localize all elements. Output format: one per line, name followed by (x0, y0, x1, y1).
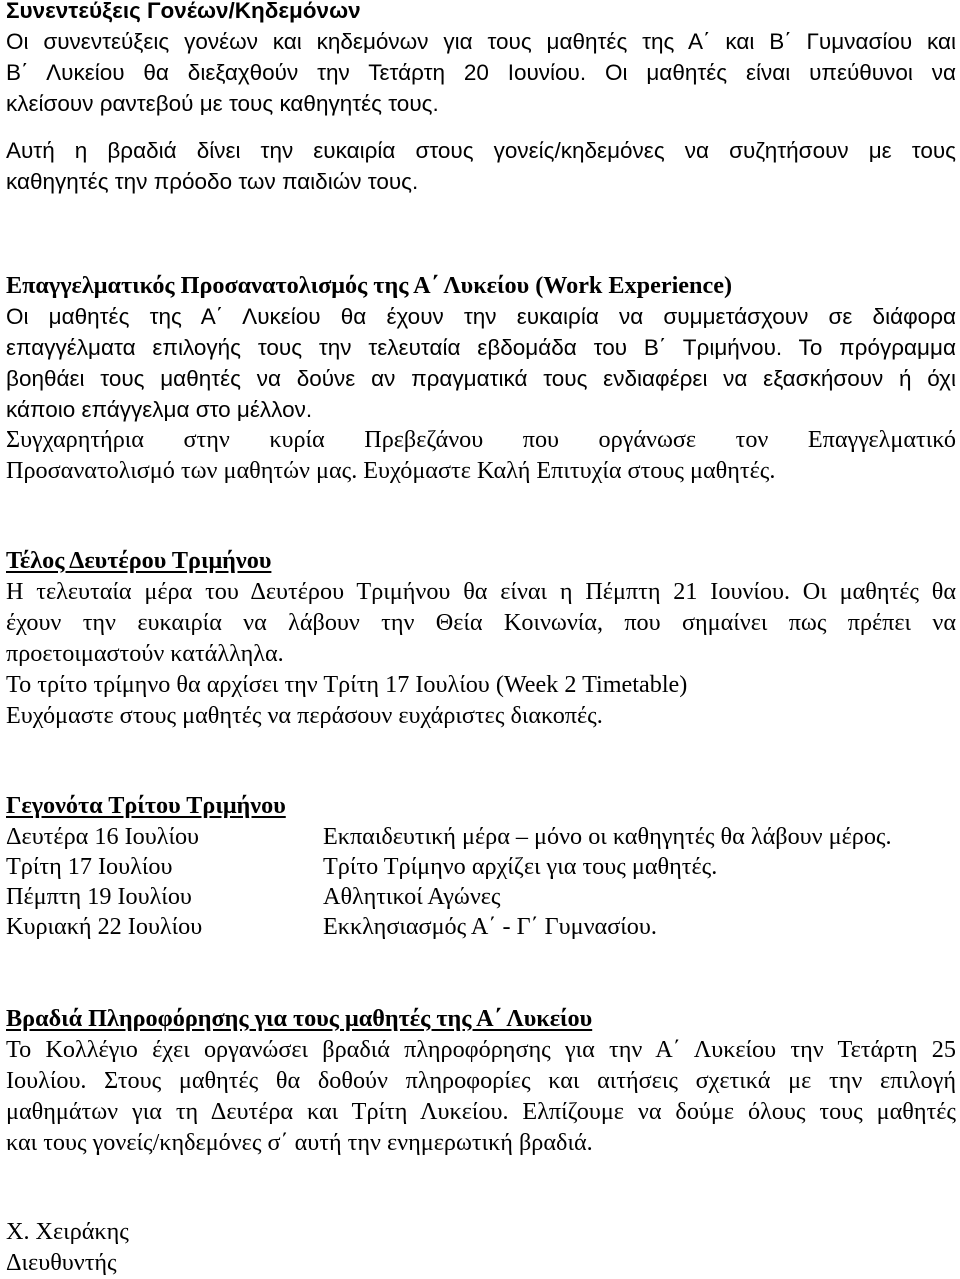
event-date: Δευτέρα 16 Ιουλίου (6, 823, 200, 850)
paragraph-line: μαθημάτων για τη Δευτέρα και Τρίτη Λυκείου. Ελπίζουμε να δούμε όλους τους μαθητές (6, 1098, 956, 1125)
paragraph-line: και τους γονείς/κηδεμόνες σ΄ αυτή την ενημερωτική βραδιά. (6, 1129, 593, 1156)
paragraph-line: καθηγητές την πρόοδο των παιδιών τους. (6, 169, 419, 194)
event-description: Εκπαιδευτική μέρα – μόνο οι καθηγητές θα λάβουν μέρος. (323, 823, 892, 850)
paragraph-line: Οι συνεντεύξεις γονέων και κηδεμόνων για τους μαθητές της Α΄ και Β΄ Γυμνασίου και (6, 29, 956, 54)
event-description: Εκκλησιασμός Α΄ - Γ΄ Γυμνασίου. (323, 913, 657, 940)
paragraph-line: έχουν την ευκαιρία να λάβουν την Θεία Κοινωνία, που σημαίνει πως πρέπει να (6, 609, 956, 636)
signatory-name: Χ. Χειράκης (6, 1218, 129, 1245)
paragraph-line: επαγγέλματα επιλογής τους την τελευταία εβδομάδα του Β΄ Τριμήνου. Το πρόγραμμα (6, 335, 956, 360)
section-work-experience (6, 270, 956, 301)
event-date: Τρίτη 17 Ιουλίου (6, 853, 173, 880)
paragraph-line: βοηθάει τους μαθητές να δούνε αν πραγματικά τους ενδιαφέρει να εξασκήσουν ή όχι (6, 366, 956, 391)
paragraph-line: κάποιο επάγγελμα στο μέλλον. (6, 397, 313, 422)
section-title: Συνεντεύξεις Γονέων/Κηδεμόνων (6, 0, 361, 23)
event-description: Τρίτο Τρίμηνο αρχίζει για τους μαθητές. (323, 853, 718, 880)
paragraph-line: προετοιμαστούν κατάλληλα. (6, 640, 284, 667)
section-third-term-events (6, 790, 956, 821)
section-title: Γεγονότα Τρίτου Τριμήνου (6, 792, 286, 819)
paragraph-line: Ιουλίου. Στους μαθητές θα δοθούν πληροφορίες και αιτήσεις σχετικά με την επιλογή (6, 1067, 956, 1094)
signature (6, 1216, 956, 1278)
paragraph-line: Αυτή η βραδιά δίνει την ευκαιρία στους γονείς/κηδεμόνες να συζητήσουν με τους (6, 138, 956, 163)
section-title: Βραδιά Πληροφόρησης για τους μαθητές της Α΄ Λυκείου (6, 1005, 593, 1032)
event-description: Αθλητικοί Αγώνες (323, 883, 501, 910)
paragraph-line: Η τελευταία μέρα του Δευτέρου Τριμήνου θα είναι η Πέμπτη 21 Ιουνίου. Οι μαθητές θα (6, 578, 956, 605)
section-work-experience-body (6, 301, 956, 425)
section-work-experience-thanks (6, 424, 956, 486)
section-title: Επαγγελματικός Προσανατολισμός της Α΄ Λυκείου (Work Experience) (6, 272, 733, 299)
section-title: Τέλος Δευτέρου Τριμήνου (6, 547, 272, 574)
event-date: Πέμπτη 19 Ιουλίου (6, 883, 192, 910)
paragraph-line: Οι μαθητές της Α΄ Λυκείου θα έχουν την ευκαιρία να συμμετάσχουν σε διάφορα (6, 304, 956, 329)
section-end-of-term (6, 545, 956, 731)
paragraph-line: Το Κολλέγιο έχει οργανώσει βραδιά πληροφόρησης για την Α΄ Λυκείου την Τετάρτη 25 (6, 1036, 956, 1063)
paragraph-line: Συγχαρητήρια στην κυρία Πρεβεζάνου που οργάνωσε τον Επαγγελματικό (6, 426, 956, 453)
signatory-role: Διευθυντής (6, 1249, 117, 1276)
event-row (6, 851, 956, 882)
section-information-evening (6, 1003, 956, 1158)
event-row (6, 911, 956, 942)
paragraph-line: Το τρίτο τρίμηνο θα αρχίσει την Τρίτη 17 Ιουλίου (Week 2 Timetable) (6, 671, 688, 698)
paragraph-line: Προσανατολισμό των μαθητών μας. Ευχόμαστε Καλή Επιτυχία στους μαθητές. (6, 457, 776, 484)
paragraph-line: Β΄ Λυκείου θα διεξαχθούν την Τετάρτη 20 Ιουνίου. Οι μαθητές είναι υπεύθυνοι να (6, 60, 956, 85)
section-parent-interviews (6, 0, 956, 197)
event-row (6, 881, 956, 912)
event-date: Κυριακή 22 Ιουλίου (6, 913, 203, 940)
event-row (6, 821, 956, 852)
paragraph-line: κλείσουν ραντεβού με τους καθηγητές τους. (6, 91, 439, 116)
paragraph-line: Ευχόμαστε στους μαθητές να περάσουν ευχάριστες διακοπές. (6, 702, 603, 729)
